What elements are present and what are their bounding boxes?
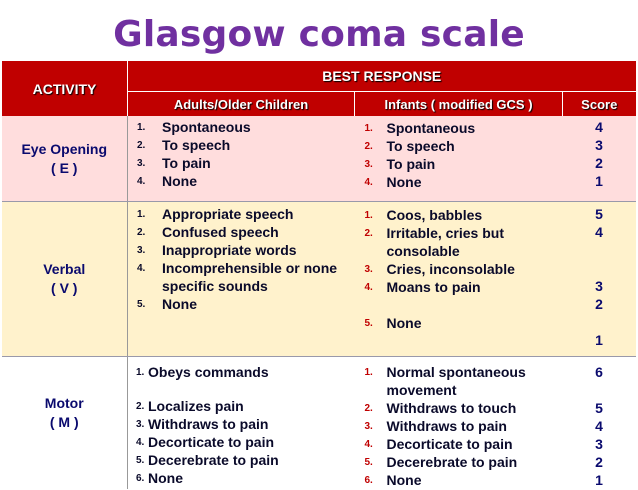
list-item: 2. Localizes pain [136, 398, 244, 414]
verbal-infant-responses [355, 202, 563, 357]
list-item: 4. None [364, 174, 422, 190]
eye-scores: 4 3 2 1 [563, 116, 636, 202]
motor-infant-responses [355, 357, 563, 490]
list-item: 1. Spontaneous [364, 120, 476, 136]
list-item: 3. Withdraws to pain [364, 418, 507, 434]
header-adults: Adults/Older Children [128, 92, 355, 117]
list-item: 1. Appropriate speech [137, 206, 294, 222]
header-score: Score [563, 92, 636, 117]
list-item: 6. None [136, 470, 183, 486]
list-item: 1. Normal spontaneous movement [364, 364, 526, 398]
list-item: 3. Cries, inconsolable [364, 261, 515, 277]
table-row-eye-opening [2, 116, 636, 202]
list-item: 2. To speech [364, 138, 455, 154]
page-title: Glasgow coma scale [113, 14, 525, 55]
list-item: 4. Decorticate to pain [364, 436, 513, 452]
eye-adult-responses [128, 116, 355, 202]
list-item: 5. None [137, 296, 197, 312]
list-item: 4. Decorticate to pain [136, 434, 275, 450]
verbal-adult-responses [128, 202, 355, 357]
motor-adult-responses [128, 357, 355, 490]
list-item: 4. None [137, 173, 197, 189]
list-item: 3. To pain [364, 156, 436, 172]
activity-motor: Motor ( M ) [2, 357, 128, 490]
verbal-scores: 5 4 3 2 1 [563, 202, 636, 357]
list-item: 3. Withdraws to pain [136, 416, 269, 432]
list-item: 5. Decerebrate to pain [136, 452, 279, 468]
list-item: 1. Obeys commands [136, 364, 269, 380]
activity-verbal: Verbal ( V ) [2, 202, 128, 357]
list-item: 5. Decerebrate to pain [364, 454, 518, 470]
header-activity: ACTIVITY [2, 61, 128, 116]
list-item: 1. Coos, babbles [364, 207, 483, 223]
header-best-response: BEST RESPONSE [128, 61, 636, 92]
list-item: 2. Irritable, cries but consolable [364, 225, 504, 259]
table-row-verbal [2, 202, 636, 357]
list-item: 3. Inappropriate words [137, 242, 297, 258]
list-item: 5. None [364, 315, 422, 331]
list-item: 6. None [364, 472, 422, 488]
list-item: 4. Moans to pain [364, 279, 481, 295]
list-item: 3. To pain [137, 155, 211, 171]
header-infants: Infants ( modified GCS ) [355, 92, 563, 117]
list-item: 1. Spontaneous [137, 119, 251, 135]
list-item: 2. Confused speech [137, 224, 279, 240]
eye-infant-responses [355, 116, 563, 202]
motor-scores: 6 5 4 3 2 1 [563, 357, 636, 490]
gcs-table [1, 61, 636, 489]
table-row-motor [2, 357, 636, 490]
list-item: 2. Withdraws to touch [364, 400, 517, 416]
activity-eye-opening: Eye Opening ( E ) [2, 116, 128, 202]
list-item: 2. To speech [137, 137, 231, 153]
list-item: 4. Incomprehensible or none specific sounds [137, 260, 338, 294]
